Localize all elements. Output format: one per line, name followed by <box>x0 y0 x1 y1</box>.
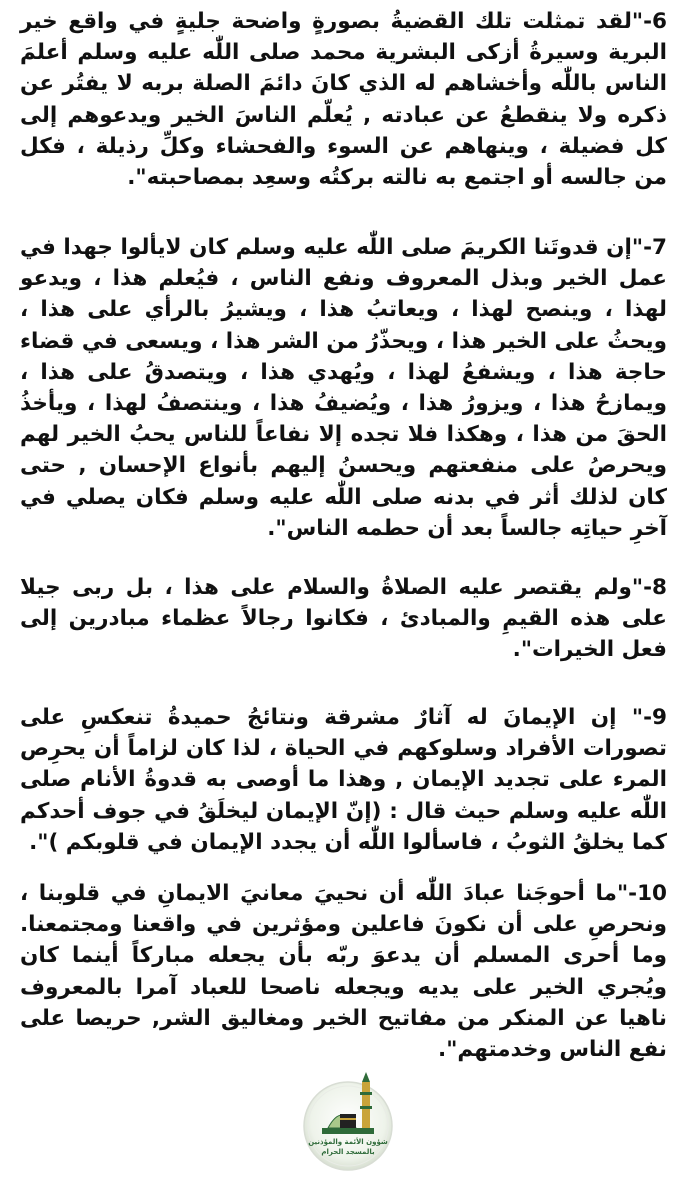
mosque-logo-icon <box>302 1068 394 1184</box>
paragraph-8: 8-"ولم يقتصر عليه الصلاةُ والسلام على هذا ، بل ربى جيلا على هذه القيمِ والمبادئ ، فكانوا رجالاً عظماء مبادرين إلى فعل الخيرات". <box>20 575 667 663</box>
paragraph-7: 7-"إن قدوتَنا الكريمَ صلى اللّٰه عليه وسلم كان لايألوا جهدا في عمل الخير وبذل المعروف ونفع الناس ، فيُعلم هذا ، ويدعو لهذا ، وينصح لهذا ، ويعاتبُ هذا ، ويشيرُ بالرأي على هذا ، ويحثُ على الخير هذا ، ويحذّرُ من الشر هذا ، ويسعى في قضاء حاجة هذا ، ويشفعُ لهذا ، ويُهدي هذا ، ويتصدقُ على هذا ، ويمازحُ هذا ، ويزورُ هذا ، ويُضيفُ هذا ، وينتصفُ لهذا ، ويأخذُ الحقَ من هذا ، وهكذا فلا تجده إلا نفاعاً للناس يحبُ الخير لهم ويحرصُ على منفعتهم ويحسنُ إليهم بأنواع الإحسان , حتى كان لذلك أثر في بدنه صلى اللّٰه عليه وسلم فكان يصلي في آخرِ حياتِه جالساً بعد أن حطمه الناس". <box>20 235 667 541</box>
logo-line1: شؤون الأئمة والمؤذنين <box>308 1138 388 1146</box>
logo <box>302 1068 394 1184</box>
logo-line2: بالمسجد الحرام <box>321 1148 375 1156</box>
paragraph-6: 6-"لقد تمثلت تلك القضيةُ بصورةٍ واضحة جليةٍ في واقع خير البرية وسيرةُ أزكى البشرية محمد صلى اللّٰه عليه وسلم أعلمَ الناس باللّٰه وأخشاهم له الذي كانَ دائمَ الصلة بربه لا يفتُر عن ذكره ولا ينقطعُ عن عبادته , يُعلّم الناسَ الخير ويدعوهم إلى كل فضيلة ، وينهاهم عن السوء والفحشاء وكلِّ رذيلة ، فكل من جالسه أو اجتمع به نالته بركتُه وسعِد بمصاحبته". <box>20 9 667 191</box>
paragraph-9: 9-" إن الإيمانَ له آثارٌ مشرقة ونتائجُ حميدةُ تنعكسِ على تصورات الأفراد وسلوكهم في الحياة ، لذا كان لزاماً أن يحرِص المرء على تجديد الإيمان , وهذا ما أوصى به قدوةُ الأنام صلى اللّٰه عليه وسلم حيث قال : (إنّ الإيمان ليخلَقُ في جوف أحدكم كما يخلقُ الثوبُ ، فاسألوا اللّٰه أن يجدد الإيمان في قلوبكم )". <box>20 705 667 855</box>
paragraph-10: 10-"ما أحوجَنا عبادَ اللّٰه أن نحييَ معانيَ الايمانِ في قلوبنا ، ونحرصِ على أن نكونَ فاعلين ومؤثرين في واقعنا ومجتمعنا. وما أحرى المسلم أن يدعوَ ربّه بأن يجعله مباركاً أينما كان ويُجري الخير على يديه ويجعله ناصحا للعباد آمرا بالمعروف ناهيا عن المنكر من مفاتيح الخير ومغاليق الشر, حريصا على نفع الناس وخدمتهم". <box>20 881 667 1063</box>
